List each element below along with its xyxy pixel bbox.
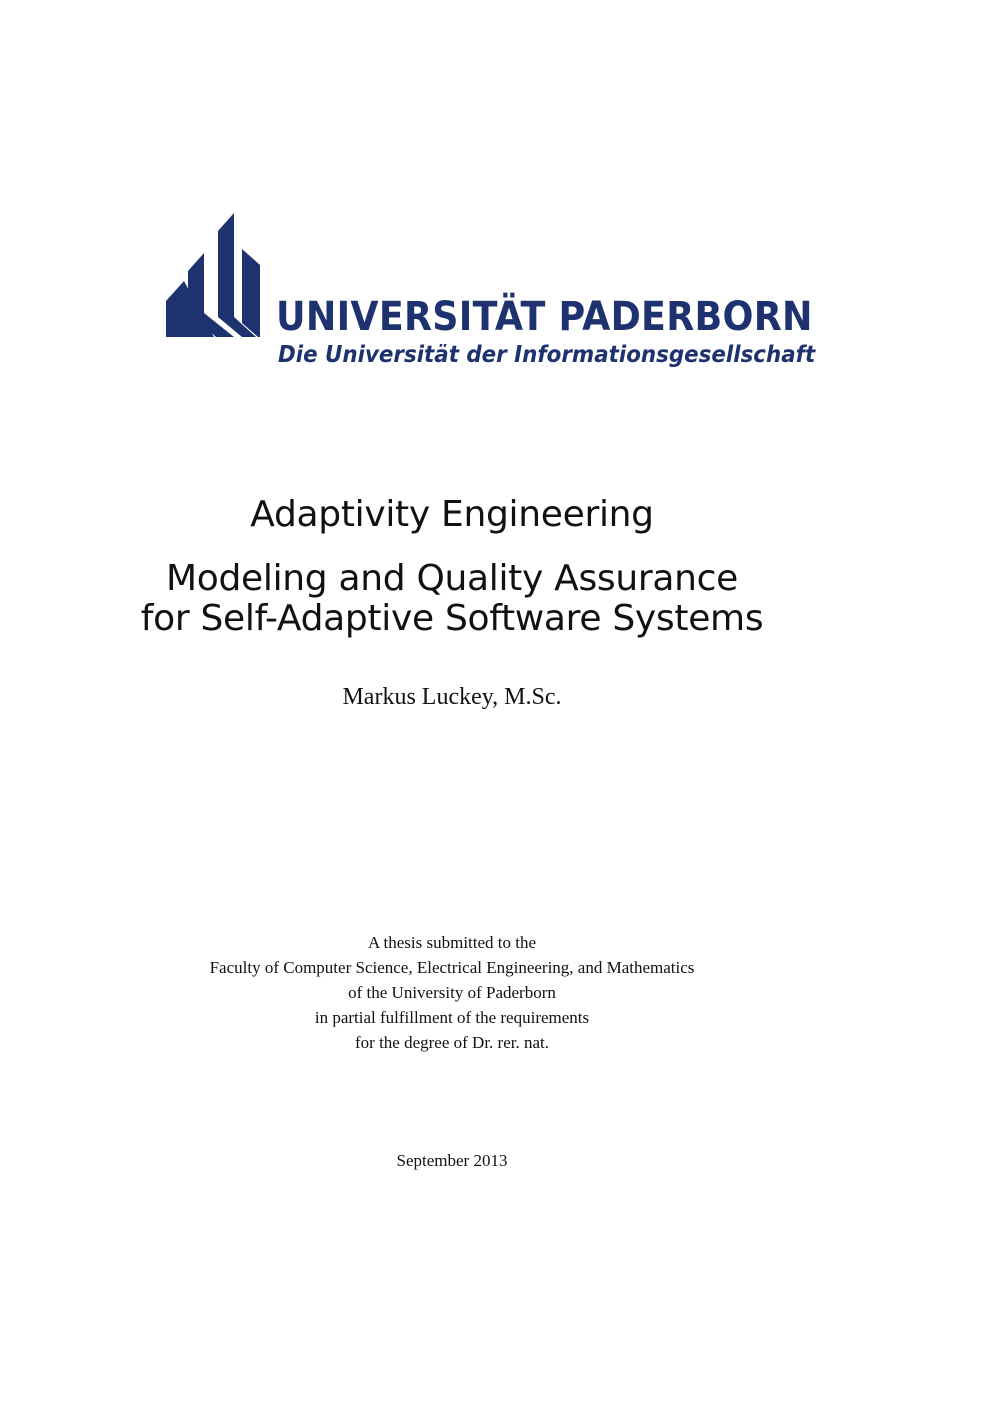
author-name: Markus Luckey, M.Sc. <box>342 684 562 710</box>
thesis-subtitle <box>140 558 764 641</box>
statement-line: of the University of Paderborn <box>348 983 556 1002</box>
statement-line: A thesis submitted to the <box>367 933 537 952</box>
subtitle-line: Modeling and Quality Assurance <box>165 558 739 599</box>
university-tagline: Die Universität der Informationsgesellschaft <box>278 342 816 368</box>
submission-statement <box>140 930 764 1055</box>
statement-line: Faculty of Computer Science, Electrical Engineering, and Mathematics <box>209 958 695 977</box>
subtitle-line: for Self-Adaptive Software Systems <box>140 598 764 639</box>
university-logo <box>166 213 816 378</box>
thesis-title: Adaptivity Engineering <box>250 494 654 535</box>
university-emblem-icon <box>166 213 262 339</box>
submission-date: September 2013 <box>396 1151 508 1170</box>
university-name: UNIVERSITÄT PADERBORN <box>276 294 813 340</box>
statement-line: in partial fulfillment of the requirements <box>314 1008 590 1027</box>
statement-line: for the degree of Dr. rer. nat. <box>355 1033 549 1052</box>
